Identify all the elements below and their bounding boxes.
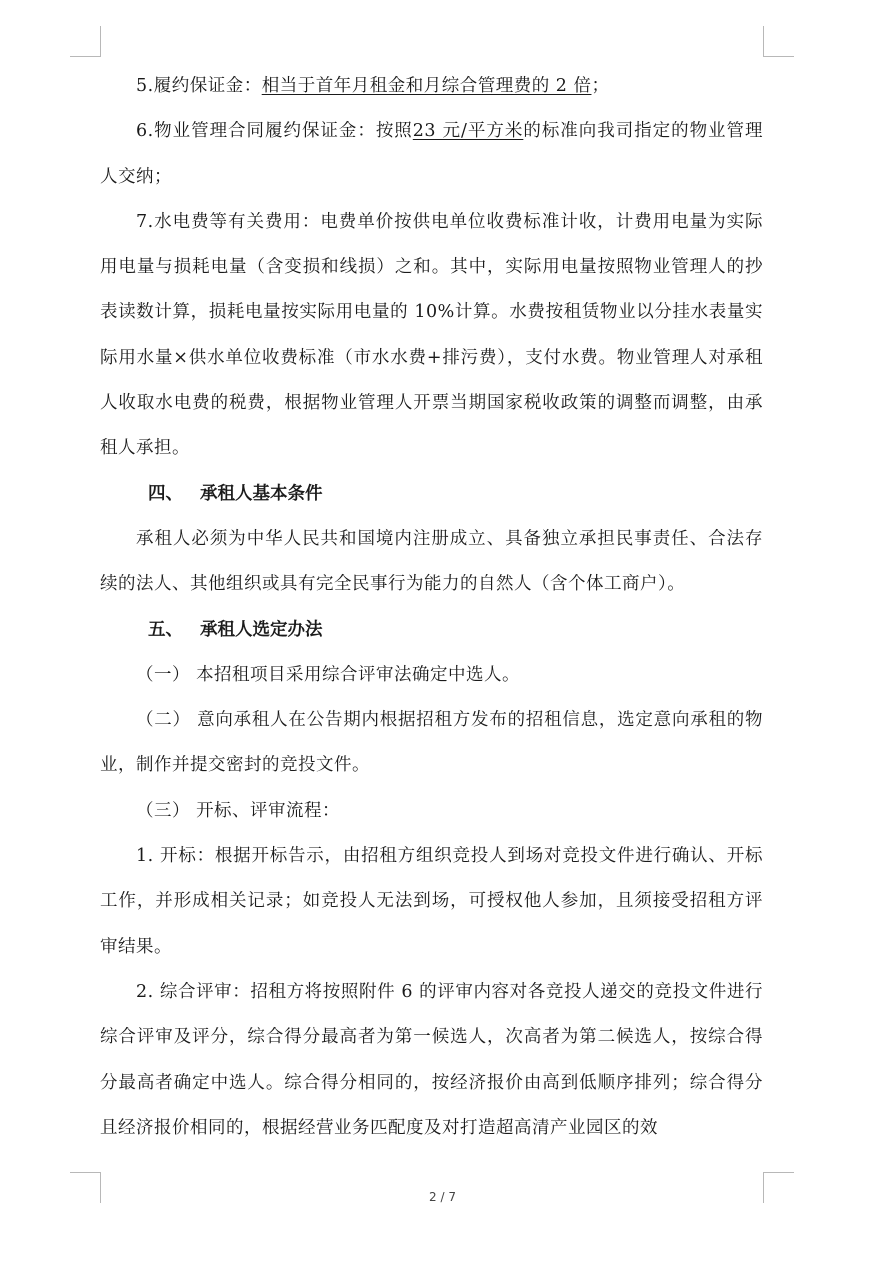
section-4-title: 承租人基本条件 [200, 483, 323, 504]
item-5-suffix: ； [591, 76, 610, 96]
section-5-number: 五、 [148, 619, 183, 640]
section-4-number: 四、 [148, 483, 183, 504]
section-5-paragraph-4: 1. 开标：根据开标告示，由招租方组织竞投人到场对竞投文件进行确认、开标工作，并形成相关记录；如竞投人无法到场，可授权他人参加，且须接受招租方评审结果。 [100, 846, 763, 957]
item-5-prefix: 5.履约保证金： [136, 76, 262, 96]
section-4-body: 承租人必须为中华人民共和国境内注册成立、具备独立承担民事责任、合法存续的法人、其他组织或具有完全民事行为能力的自然人（含个体工商户）。 [100, 528, 763, 595]
crop-mark-top-right [763, 26, 794, 57]
section-5-paragraph-2: （二） 意向承租人在公告期内根据招租方发布的招租信息，选定意向承租的物业，制作并提交密封的竞投文件。 [100, 710, 763, 776]
section-5-paragraph-3: （三） 开标、评审流程： [136, 800, 341, 821]
section-5-title: 承租人选定办法 [200, 619, 323, 640]
document-body [100, 64, 763, 1151]
crop-mark-top-left [70, 26, 101, 57]
page-number: 2 / 7 [429, 1190, 456, 1204]
section-4-heading [100, 472, 763, 517]
item-6-underlined: 23 元/平方米 [412, 121, 524, 142]
item-5-paragraph [100, 64, 763, 109]
section-5-paragraph-5: 2. 综合评审：招租方将按照附件 6 的评审内容对各竞投人递交的竞投文件进行综合评审及评分，综合得分最高者为第一候选人，次高者为第二候选人，按综合得分最高者确定中选人。综合得分相同的，按经济报价由高到低顺序排列；综合得分且经济报价相同的，根据经营业务匹配度及对打造超高清产业园区的效 [100, 981, 763, 1138]
item-5-underlined: 相当于首年月租金和月综合管理费的 2 倍 [261, 76, 592, 96]
item-6-suffix: 的标准向我司指定的物业管理人交纳； [100, 121, 764, 187]
section-5-heading [100, 608, 763, 653]
item-6-prefix: 6.物业管理合同履约保证金：按照 [136, 121, 413, 142]
item-7-paragraph: 7.水电费等有关费用：电费单价按供电单位收费标准计收，计费用电量为实际用电量与损耗电量（含变损和线损）之和。其中，实际用电量按照物业管理人的抄表读数计算，损耗电量按实际用电量的 10%计算。水费按租赁物业以分挂水表量实际用水量×供水单位收费标准（市水水费+排污费），支付水费。物业管理人对承租人收取水电费的税费，根据物业管理人开票当期国家税收政策的调整而调整，由承租人承担。 [100, 211, 763, 459]
item-6-paragraph [100, 109, 763, 200]
section-5-paragraph-1: （一） 本招租项目采用综合评审法确定中选人。 [136, 664, 521, 685]
